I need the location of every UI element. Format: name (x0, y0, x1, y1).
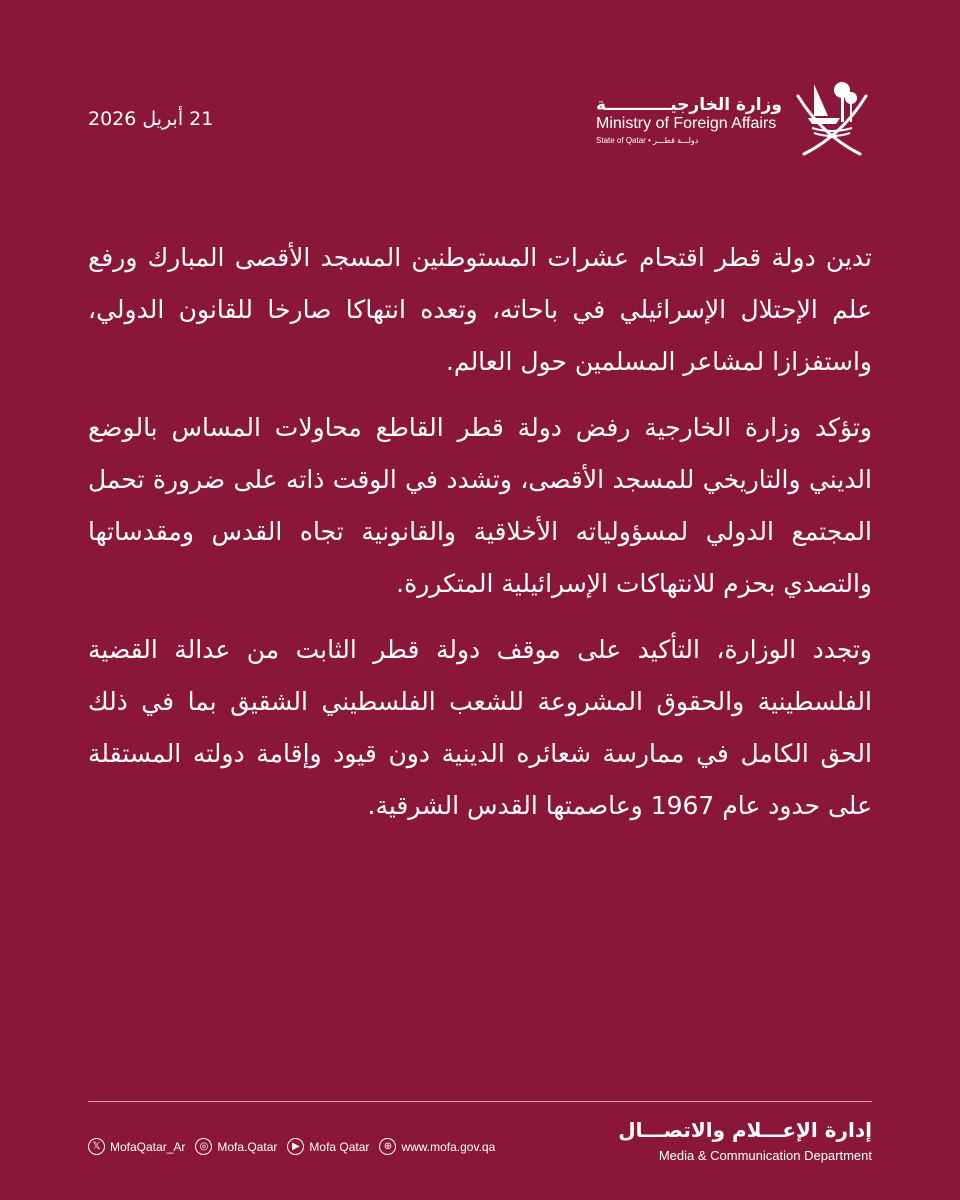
social-links (88, 1138, 495, 1155)
social-label: Mofa Qatar (309, 1139, 370, 1154)
social-label: MofaQatar_Ar (110, 1139, 186, 1154)
text-line: وتجدد الوزارة، التأكيد على موقف دولة قطر الثابت من عدالة القضية (88, 635, 872, 664)
text-line: والتصدي بحزم للانتهاكات الإسرائيلية المتكررة. (396, 569, 872, 598)
ministry-logo (596, 80, 872, 160)
text-line: وتؤكد وزارة الخارجية رفض دولة قطر القاطع محاولات المساس بالوضع (88, 413, 872, 442)
paragraph-2 (88, 402, 872, 610)
paragraph-3 (88, 624, 872, 832)
social-label: www.mofa.gov.qa (401, 1139, 496, 1154)
text-line: الفلسطينية والحقوق المشروعة للشعب الفلسطيني الشقيق بما في ذلك (88, 687, 872, 716)
department-arabic: إدارة الإعـــلام والاتصـــال (618, 1118, 872, 1142)
text-line: الديني والتاريخي للمسجد الأقصى، وتشدد في الوقت ذاته على ضرورة تحمل (88, 465, 872, 494)
statement-body (88, 232, 872, 846)
x-icon: 𝕏 (88, 1138, 105, 1155)
paragraph-1 (88, 232, 872, 388)
text-line: تدين دولة قطر اقتحام عشرات المستوطنين المسجد الأقصى المبارك ورفع (88, 243, 872, 272)
footer-divider (88, 1101, 872, 1102)
social-x[interactable] (88, 1138, 185, 1155)
text-line: المجتمع الدولي لمسؤولياته الأخلاقية والقانونية تجاه القدس ومقدساتها (88, 517, 872, 546)
logo-english: Ministry of Foreign Affairs (596, 115, 777, 132)
youtube-icon: ▶ (287, 1138, 304, 1155)
social-youtube[interactable] (287, 1138, 369, 1155)
social-instagram[interactable] (195, 1138, 277, 1155)
social-label: Mofa.Qatar (217, 1139, 278, 1154)
logo-arabic: وزارة الخارجيـــــــــــة (596, 95, 782, 115)
logo-state: State of Qatar • دولـــة قطـــر (596, 136, 699, 145)
text-line: الحق الكامل في ممارسة شعائره الدينية دون قيود وإقامة دولته المستقلة (88, 739, 872, 768)
department-english: Media & Communication Department (658, 1148, 872, 1163)
globe-icon: ⊕ (379, 1138, 396, 1155)
text-line: علم الإحتلال الإسرائيلي في باحاته، وتعده انتهاكا صارخا للقانون الدولي، (88, 295, 872, 324)
emblem-icon (792, 80, 872, 160)
instagram-icon: ◎ (195, 1138, 212, 1155)
department (618, 1118, 872, 1163)
social-website[interactable] (379, 1138, 495, 1155)
date: 21 أبريل 2026 (88, 108, 214, 130)
text-line: على حدود عام 1967 وعاصمتها القدس الشرقية. (367, 791, 872, 820)
text-line: واستفزازا لمشاعر المسلمين حول العالم. (445, 347, 872, 376)
